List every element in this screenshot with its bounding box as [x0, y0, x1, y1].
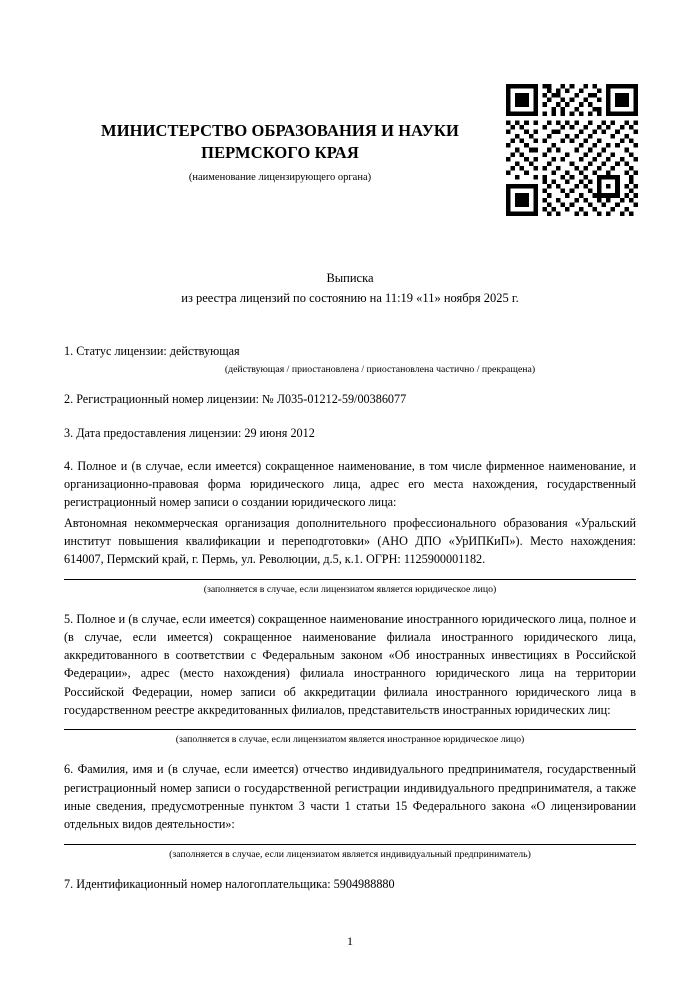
item-5-lead: 5. Полное и (в случае, если имеется) сокращенное наименование иностранного юридического лица, полное и (в случае, если имеется) сокращенное наименование филиала иностранного юридического лица, аккредитованного в соответствии с Федеральным законом «Об иностранных инвестициях в Российской Федерации», адрес (место нахождения) филиала иностранного юридического лица на территории Российской Федерации, номер записи об аккредитации филиала иностранного юридического лица в государственном реестре аккредитованных филиалов, представительств иностранных юридических лиц:: [64, 611, 636, 718]
item-6-lead: 6. Фамилия, имя и (в случае, если имеется) отчество индивидуального предпринимателя, государственный регистрационный номер записи о государственной регистрации индивидуального предпринимателя, а также иные сведения, предусмотренные пунктом 3 части 1 статьи 15 Федерального закона «О лицензировании отдельных видов деятельности»:: [64, 762, 636, 832]
item-1-note: (действующая / приостановлена / приостановлена частично / прекращена): [224, 364, 536, 376]
license-items: [64, 342, 636, 893]
qr-code-icon: [506, 84, 638, 216]
extract-subtitle: из реестра лицензий по состоянию на 11:19 «11» ноября 2025 г.: [181, 290, 519, 305]
organization-title-line2: ПЕРМСКОГО КРАЯ: [201, 142, 359, 162]
qr-code-svg: [506, 84, 638, 216]
item-foreign-entity: [64, 610, 636, 746]
item-4-note: (заполняется в случае, если лицензиатом является юридическое лицо): [203, 583, 497, 595]
extract-title: Выписка: [326, 270, 374, 285]
item-6-note: (заполняется в случае, если лицензиатом является индивидуальный предприниматель): [169, 848, 531, 860]
item-legal-entity: [64, 457, 636, 595]
item-individual-entrepreneur: [64, 760, 636, 859]
page-number: 1: [347, 934, 353, 948]
item-6-fill-line: [64, 844, 636, 845]
item-5-note: (заполняется в случае, если лицензиатом является иностранное юридическое лицо): [175, 734, 525, 746]
item-registration-number: [64, 390, 636, 408]
item-1-text: 1. Статус лицензии: действующая: [64, 343, 240, 358]
item-4-value: Автономная некоммерческая организация дополнительного профессионального образования «Уральский институт повышения квалификации и переподготовки» (АНО ДПО «УрИПКиП»). Место нахождения: 614007, Пермский край, г. Пермь, ул. Революции, д.5, к.1. ОГРН: 1125900001182.: [64, 515, 636, 567]
organization-title-line1: МИНИСТЕРСТВО ОБРАЗОВАНИЯ И НАУКИ: [101, 121, 459, 140]
organization-subtitle: (наименование лицензирующего органа): [188, 171, 372, 183]
item-4-lead: 4. Полное и (в случае, если имеется) сокращенное наименование, в том числе фирменное наименование, и организационно-правовая форма юридического лица, адрес его места нахождения, государственный регистрационный номер записи о создании юридического лица:: [64, 458, 636, 510]
item-3-text: 3. Дата предоставления лицензии: 29 июня 2012: [64, 425, 315, 440]
item-5-fill-line: [64, 729, 636, 730]
item-7-text: 7. Идентификационный номер налогоплательщика: 5904988880: [64, 876, 395, 891]
item-issue-date: [64, 424, 636, 442]
item-taxpayer-number: [64, 875, 636, 893]
item-4-fill-line: [64, 579, 636, 580]
item-status: [64, 342, 636, 375]
item-2-text: 2. Регистрационный номер лицензии: № Л035-01212-59/00386077: [64, 392, 407, 407]
